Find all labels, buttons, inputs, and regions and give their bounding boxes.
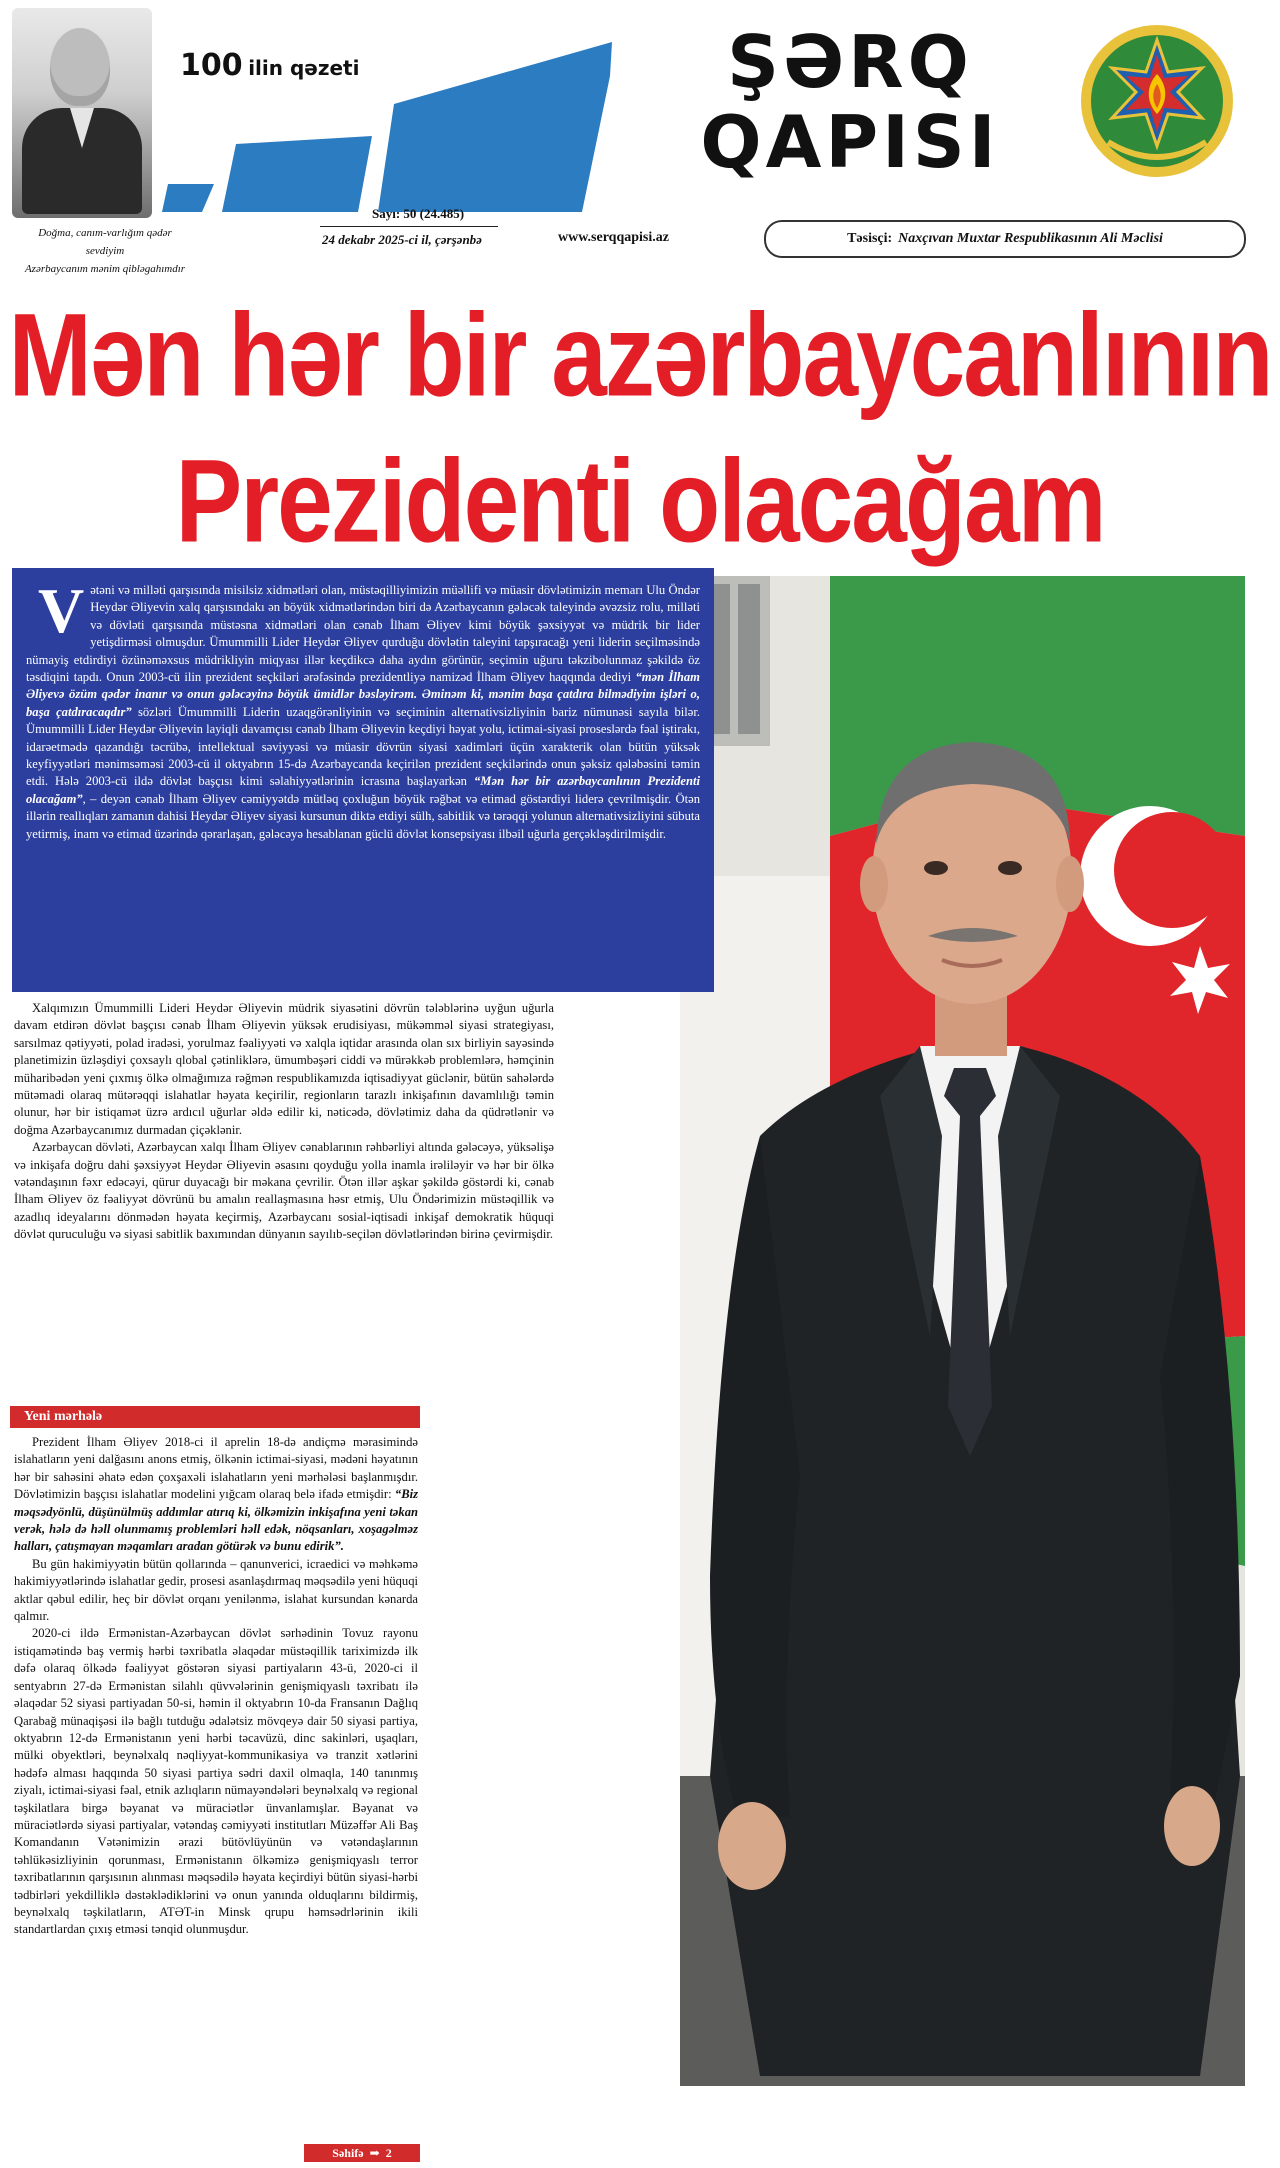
headline-line2: Prezidenti olacağam xyxy=(175,435,1105,568)
continue-label: Səhifə xyxy=(332,2145,364,2160)
paragraph-4: Bu gün hakimiyyətin bütün qollarında – qanunverici, icraedici və məhkəmə hakimiyyətlərində islahatlar gedir, prosesi asanlaşdırmaq məqsədilə yeni hüquqi aktlar qəbul edilir, heç bir dövlət orqanı yenilənmə, islahat kursundan kənarda qalmır. xyxy=(14,1556,418,1624)
continue-page: 2 xyxy=(385,2145,392,2160)
founder-label: Təsisçi: xyxy=(847,231,893,246)
intro-box xyxy=(12,568,714,992)
paragraph-2: Azərbaycan dövləti, Azərbaycan xalqı İlham Əliyev cənablarının rəhbərliyi altında gələcəyə, yüksəlişə və inkişafa doğru dahi şəxsiyyət Heydər Əliyevin əsasını qoyduğu yolla inamla irəliləyir və hər bir ölkə vətəndaşının fəxr edəcəyi, qürur duyacağı bir məkana çevrilir. Ötən illər aşkar şəkildə göstərdi ki, cənab İlham Əliyev öz fəaliyyət dövrünü bu amalın reallaşmasına həsr etmiş, Ulu Öndərimizin müstəqillik və azadlıq ideyalarını dönmədən həyata keçirmiş, Azərbaycanı sosial-iqtisadi inkişaf demokratik hüquqi dövlət quruculuğu və siyasi sabitlik baxımından dünyanın sayılıb-seçilən dövlətlərindən birinə çevirmişdir. xyxy=(14,1140,554,1242)
paragraph-5: 2020-ci ildə Ermənistan-Azərbaycan dövlət sərhədinin Tovuz rayonu istiqamətində baş vermiş hərbi təxribatla əlaqədar müstəqillik tariximizdə ilk dəfə olaraq ölkədə fəaliyyət göstərən siyasi partiyaların 43-ü, 2020-ci il sentyabrın 27-də Ermənistan silahlı qüvvələrinin genişmiqyaslı təxribatı ilə əlaqədar 52 siyasi partiyadan 50-si, həmin il oktyabrın 10-da Fransanın Dağlıq Qarabağ münaqişəsi ilə bağlı tutduğu ədalətsiz mövqeyə dair 50 siyasi partiya, oktyabrın 12-də Ermənistanın yeni hərbi təcavüzü, dinc sakinləri, uşaqları, mülki obyektləri, beynəlxalq nəqliyyat-kommunikasiya və tranzit xətlərini hədəfə alması haqqında 50 siyasi partiya sədri daxil olmaqla, 140 tanınmış ziyalı, ictimai-siyasi fəal, etnik azlıqların nümayəndələri beynəlxalq və regional təşkilatlara birgə bəyanat və müraciətlər ünvanlamışlar. Bəyanat və müraciətlərdə siyasi partiyalar, vətəndaş cəmiyyəti institutları Müzəffər Ali Baş Komandanın Vətənimizin ərazi bütövlüyünün və vətəndaşlarının təhlükəsizliyinin qorunması, Ermənistanın ölkəmizə genişmiqyaslı terror təxribatlarının qarşısının alınması məqsədilə həyata keçirdiyi bütün siyasi-hərbi tədbirləri yekdilliklə dəstəklədiklərini və onun yanında olduqlarını bildirmiş, beynəlxalq təşkilatların, ATƏT-in Minsk qrupu həmsədrlərinin ikili standartlardan çıxış etməsi tənqid olunmuşdur. xyxy=(14,1626,418,1937)
section-heading: Yeni mərhələ xyxy=(10,1406,420,1428)
founder-quote-line1: Doğma, canım-varlığım qədər sevdiyim xyxy=(38,227,172,257)
intro-text-mid: sözləri Ümummilli Liderin uzaqgörənliyinin və seçiminin alternativsizliyinin bariz nümunəsi sayıla bilər. Ümummilli Lider Heydər Əliyevin layiqli davamçısı cənab İlham Əliyevin keçdiyi həyat yolu, ictimai-siyasi proseslərdə fəal iştirakı, idarəetmədə qazandığı təcrübə, intellektual səviyyəsi və müasir dövrün siyasi xadimləri üçün xarakterik olan bütün yüksək keyfiyyətləri mənimsəməsi 2003-cü il oktyabrın 15-də Azərbaycanda keçirilən prezident seçkilərində onun şəksiz qələbəsini təmin etdi. Hələ 2003-cü ildə dövlət başçısı kimi səlahiyyətlərinin icrasına başlayarkən xyxy=(26,704,700,789)
intro-text-start: ətəni və milləti qarşısında misilsiz xidmətləri olan, müstəqilliyimizin müəllifi və müasir dövlətimizin memarı Ulu Öndər Heydər Əliyevin xalq qarşısındakı ən böyük xidmətlərindən biri də Azərbaycanın gələcək taleyində əvəzsiz rolu, milləti və dövləti qarşısında müstəsna xidmətləri olan cənab İlham Əliyev kimi böyük şəxsiyyət və müdrik bir lider yetişdirməsi olmuşdur. Ümummilli Lider Heydər Əliyev qurduğu dövlətin taleyini tapşıracağı yeni liderin seçilməsində nümayiş etdirdiyi özünəməxsus müdrikliyin miqyası illər keçdikcə daha aydın görünür, seçimin uğuru təkzibolunmaz şəkildə öz təsdiqini tapdı. Onun 2003-cü ilin prezident seçkiləri ərəfəsində prezidentliyə namizəd İlham Əliyev haqqında dediyi xyxy=(26,583,700,685)
newspaper-brand xyxy=(650,22,1050,182)
founder-value: Naxçıvan Muxtar Respublikasının Ali Məclisi xyxy=(898,231,1163,246)
continue-badge[interactable] xyxy=(304,2144,420,2162)
state-emblem-icon xyxy=(1078,22,1236,180)
headline xyxy=(0,282,1280,575)
arrow-right-icon: ➡ xyxy=(369,2145,380,2160)
body-column-top xyxy=(14,1000,554,1244)
century-text: ilin qəzeti xyxy=(248,56,360,80)
intro-dropcap: V xyxy=(38,575,85,646)
intro-quote-1: “mən İlham Əliyevə özüm qədər inanır və onun gələcəyinə böyük ümidlər bəsləyirəm. Əminəm ki, mənim başa çatdıra bilmədiyim işləri o, başa çatdıracaqdır” xyxy=(26,670,700,719)
brand-line2: QAPISI xyxy=(700,100,1000,184)
issue-number: Sayı: 50 (24.485) xyxy=(372,206,465,221)
founder-quote xyxy=(20,224,190,278)
paragraph-3 xyxy=(14,1434,418,1556)
intro-quote-2: “Mən hər bir azərbaycanlının Prezidenti olacağam” xyxy=(26,774,700,806)
paragraph-3-quote: “Biz məqsədyönlü, düşünülmüş addımlar atırıq ki, ölkəmizin inkişafına yeni təkan verək, hələ də həll olunmamış problemləri həll edək, nöqsanları, xoşagəlməz halları, çatışmayan məqamları aradan götürək və bunu edirik”. xyxy=(14,1487,418,1554)
headline-line1: Mən hər bir azərbaycanlının xyxy=(8,289,1272,422)
paragraph-1: Xalqımızın Ümummilli Lideri Heydər Əliyevin müdrik siyasətini dövrün tələblərinə uyğun uğurla davam etdirən dövlət başçısı cənab İlham Əliyevin yüksək erudisiyası, mükəmməl siyasi strategiyası, sarsılmaz qətiyyəti, polad iradəsi, yorulmaz fəaliyyəti və xalqla iqtidar arasında olan sıx birliyin sayəsində planetimizin üzləşdiyi çoxsaylı qlobal çətinliklərə, ümumbəşəri ciddi və mürəkkəb problemlərə, həmçinin müharibədən yeni çıxmış ölkə olmağımıza rəğmən respublikamızda iqtisadiyyat güclənir, bütün sahələrdə mütəmadi olaraq mütərəqqi islahatlar həyata keçirilir, regionların tarazlı inkişafının davamlılığı təmin olunur, hər bir istiqamət üzrə ardıcıl uğurlar əldə edilir ki, nəticədə, dövlətimiz daha da qüdrətlənir və doğma Azərbaycanımız durmadan çiçəklənir. xyxy=(14,1001,554,1137)
century-number: 100 xyxy=(180,48,243,83)
founder-box xyxy=(764,220,1246,258)
president-photo xyxy=(680,576,1245,2086)
founder-portrait xyxy=(12,8,152,218)
paragraph-3-text: Prezident İlham Əliyev 2018-ci il aprelin 18-də andiçmə mərasimində islahatların yeni dalğasını anons etmiş, ölkənin ictimai-siyasi, mədəni həyatının hər bir sahəsini əhatə edən çoxşaxəli islahatların yeni mərhələsi başlanmışdır. Dövlətimizin başçısı islahatlar modelini yığcam olaraq belə ifadə etmişdir: xyxy=(14,1435,418,1502)
century-title xyxy=(180,48,359,83)
website-link[interactable]: www.serqqapisi.az xyxy=(558,230,669,245)
body-column-bottom xyxy=(14,1434,418,1939)
intro-text-end: , – deyən cənab İlham Əliyev cəmiyyətdə mütləq çoxluğun böyük rəğbət və etimad göstərdiyi liderə çevrilmişdir. Ötən illərin reallıqları zamanın dahisi Heydər Əliyev siyasi kursunun diktə etdiyi sülh, sabitlik və tərəqqi yolunun alternativsizliyini sübuta yetirmiş, inam və etimad üzərində qərarlaşan, gələcəyə hesablanan güclü dövlət konsepsiyası ilbəil uğurla gerçəkləşdirilmişdir. xyxy=(26,791,700,841)
issue-divider xyxy=(320,226,498,227)
brand-line1: ŞƏRQ xyxy=(727,20,973,104)
founder-quote-line2: Azərbaycanım mənim qibləgahımdır xyxy=(24,263,186,275)
issue-date: 24 dekabr 2025-ci il, çərşənbə xyxy=(322,232,482,247)
